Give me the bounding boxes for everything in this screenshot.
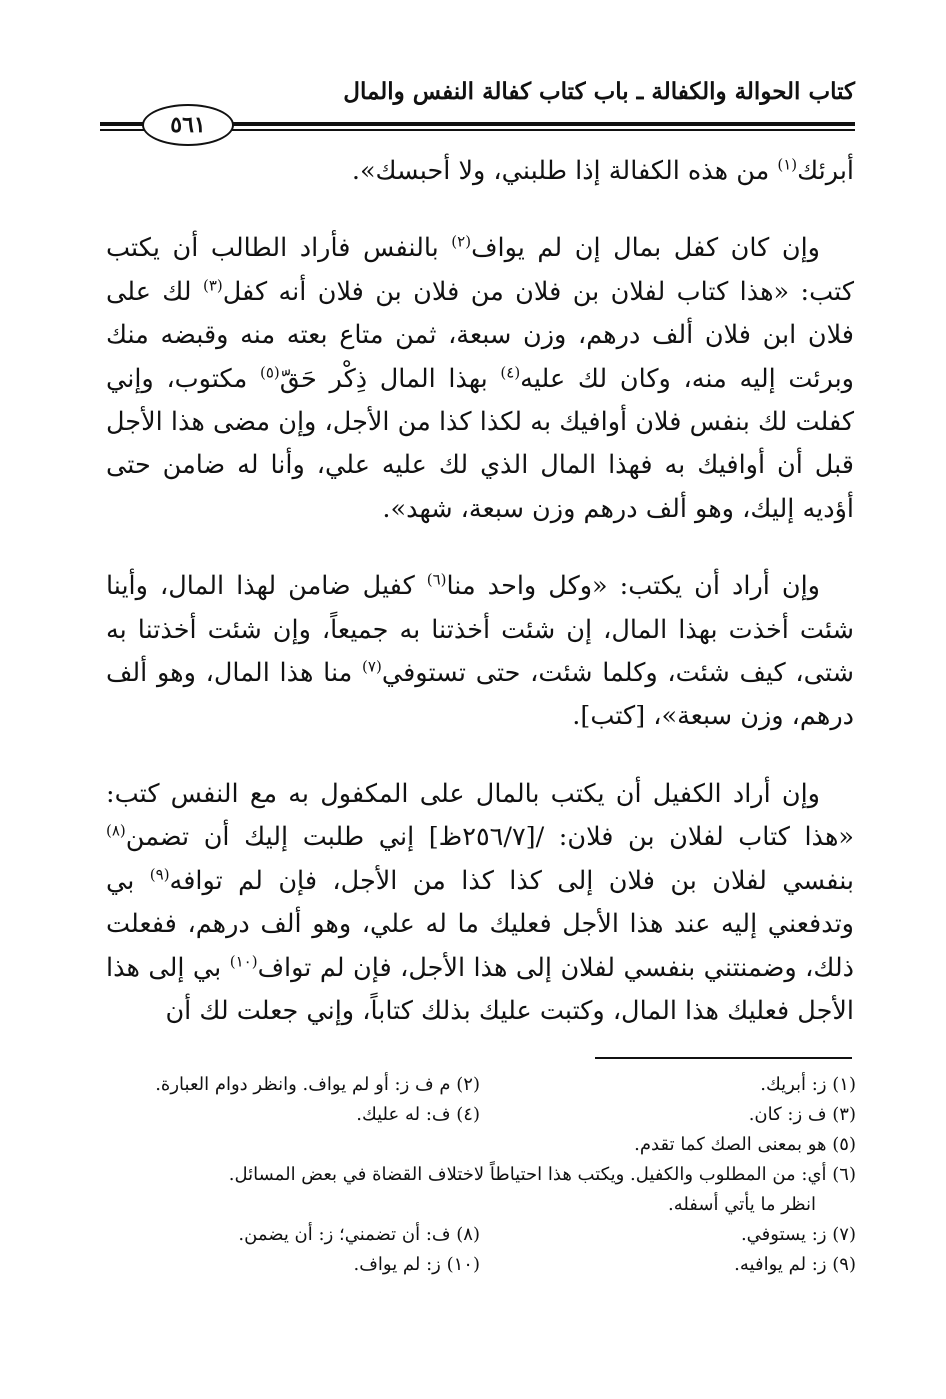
- footnote-7: (٧) ز: يستوفي.: [740, 1224, 856, 1245]
- text-run: كفيل ضامن لهذا المال، وأينا شئت أخذت بهذا المال، إن شئت أخذتنا به جميعاً، وإن شئت أخذتنا به شتى، كيف شئت، وكلما شئت، حتى تستوفي: [106, 571, 854, 689]
- footnote-row: [104, 1130, 856, 1160]
- text-run: بي وتدفعني إليه عند هذا الأجل فعليك ما له علي، وهو ألف درهم، ففعلت ذلك، وضمنتني بنفسي لفلان إلى هذا الأجل، فإن لم تواف: [106, 865, 854, 983]
- footnote-6: (٦) أي: من المطلوب والكفيل. ويكتب هذا احتياطاً لاختلاف القضاة في بعض المسائل.: [228, 1164, 856, 1185]
- footnote-2: (٢) م ف ز: أو لم يواف. وانظر دوام العبارة.: [155, 1074, 480, 1095]
- footnote-1: (١) ز: أبريك.: [760, 1074, 856, 1095]
- footnote-row: [104, 1160, 856, 1190]
- text-run: بالنفس فأراد الطالب أن يكتب كتب: «هذا كتاب لفلان بن فلان من فلان بن فلان أنه كفل: [106, 233, 854, 307]
- text-run: أبرئك: [797, 156, 854, 186]
- footnote-10: (١٠) ز: لم يواف.: [353, 1254, 480, 1275]
- text-run: وإن أراد أن يكتب: «وكل واحد منا: [446, 571, 820, 602]
- paragraph-4: [106, 773, 854, 1033]
- footnote-ref: (٥): [260, 363, 280, 382]
- running-title: كتاب الحوالة والكفالة ـ باب كتاب كفالة النفس والمال: [343, 78, 855, 105]
- text-run: منا هذا المال، وهو ألف درهم، وزن سبعة»، [كتب].: [106, 658, 854, 732]
- text-run: وإن أراد الكفيل أن يكتب بالمال على المكفول به مع النفس كتب: «هذا كتاب لفلان بن فلان: /[٢٥٦/٧ظ] إني طلبت إليك أن تضمن: [106, 778, 854, 853]
- text-run: مكتوب، وإني كفلت لك بنفس فلان أوافيك به لكذا كذا من الأجل، وإن مضى هذا الأجل قبل أن أوافيك به فهذا المال الذي لك عليه علي، وأنا له ضامن حتى أؤديه إليك، وهو ألف درهم وزن سبعة، شهد».: [106, 363, 854, 524]
- footnote-ref: (٦): [426, 570, 447, 589]
- footnote-6-continued: انظر ما يأتي أسفله.: [667, 1194, 816, 1215]
- paragraph-1: [106, 150, 854, 193]
- footnote-9: (٩) ز: لم يوافيه.: [734, 1254, 856, 1275]
- footnote-3: (٣) ف ز: كان.: [748, 1104, 856, 1125]
- footnote-8: (٨) ف: أن تضمني؛ ز: أن يضمن.: [238, 1224, 480, 1245]
- footnote-row: [104, 1250, 856, 1280]
- footnote-ref: (٢): [451, 232, 472, 251]
- footnotes: [104, 1070, 856, 1280]
- footnote-4: (٤) ف: له عليك.: [356, 1104, 480, 1125]
- footnote-ref: (٧): [362, 657, 382, 676]
- paragraph-3: [106, 565, 854, 739]
- footnote-row: [104, 1190, 856, 1220]
- text-run: وإن كان كفل بمال إن لم يواف: [471, 233, 820, 264]
- footnote-ref: (١٠): [229, 952, 258, 970]
- footnote-separator: [595, 1057, 852, 1059]
- paragraph-2: [106, 227, 854, 531]
- footnote-ref: (١): [777, 155, 798, 174]
- footnote-ref: (٣): [202, 276, 223, 295]
- footnote-ref: (٤): [500, 363, 521, 382]
- footnote-row: [104, 1070, 856, 1100]
- text-run: بنفسي لفلان بن فلان إلى كذا كذا من الأجل، فإن لم توافه: [169, 865, 854, 896]
- page-header: [100, 70, 855, 138]
- footnote-ref: (٩): [149, 865, 170, 884]
- text-run: لك على فلان ابن فلان ألف درهم، وزن سبعة، ثمن متاع بعته منه وقبضه منك وبرئت إليه منه، وكان لك عليه: [106, 276, 854, 394]
- footnote-row: [104, 1100, 856, 1130]
- text-run: بهذا المال ذِكْر حَقّ: [279, 363, 501, 394]
- main-text: [106, 150, 854, 1033]
- footnote-row: [104, 1220, 856, 1250]
- text-run: بي إلى هذا الأجل فعليك هذا المال، وكتبت عليك بذلك كتاباً، وإني جعلت لك أن: [106, 952, 854, 1026]
- footnote-5: (٥) هو بمعنى الصك كما تقدم.: [634, 1134, 856, 1155]
- page-number: ٥٦١: [142, 104, 234, 146]
- text-run: من هذه الكفالة إذا طلبني، ولا أحبسك».: [351, 156, 778, 186]
- footnote-ref: (٨): [106, 821, 126, 840]
